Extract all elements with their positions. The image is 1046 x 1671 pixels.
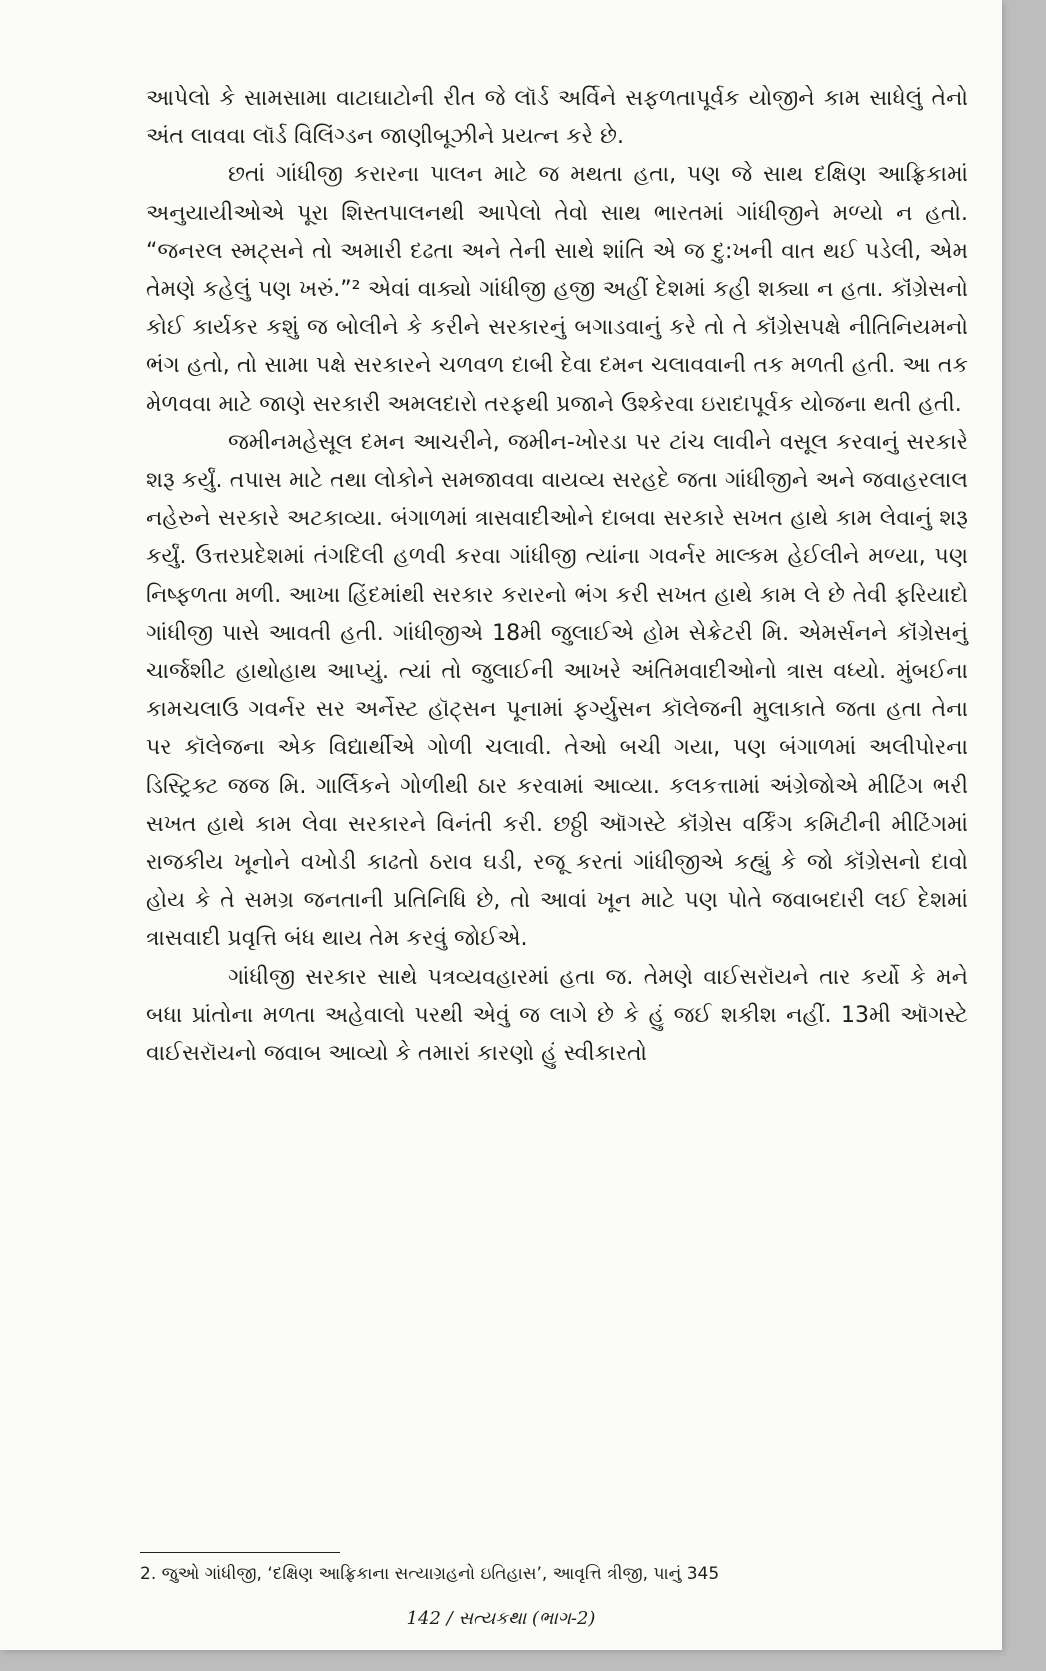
- footnote: 2. જુઓ ગાંધીજી, ‘દક્ષિણ આફ્રિકાના સત્યાગ્રહનો ઇતિહાસ’, આવૃત્તિ ત્રીજી, પાનું 345: [140, 1564, 720, 1584]
- body-text: [146, 80, 968, 1073]
- paragraph-1: આપેલો કે સામસામા વાટાઘાટોની રીત જે લૉર્ડ અર્વિને સફળતાપૂર્વક યોજીને કામ સાધેલું તેનો અંત લાવવા લૉર્ડ વિલિંગ્ડન જાણીબૂઝીને પ્રયત્ન કરે છે.: [146, 86, 968, 150]
- paragraph-2: છતાં ગાંધીજી કરારના પાલન માટે જ મથતા હતા, પણ જે સાથ દક્ષિણ આફ્રિકામાં અનુયાયીઓએ પૂરા શિસ્તપાલનથી આપેલો તેવો સાથ ભારતમાં ગાંધીજીને મળ્યો ન હતો. “જનરલ સ્મટ્સને તો અમારી દઢતા અને તેની સાથે શાંતિ એ જ દુ:ખની વાત થઈ પડેલી, એમ તેમણે કહેલું પણ ખરું.”² એવાં વાક્યો ગાંધીજી હજી અહીં દેશમાં કહી શક્યા ન હતા. કૉંગ્રેસનો કોઈ કાર્યકર કશું જ બોલીને કે કરીને સરકારનું બગાડવાનું કરે તો તે કૉંગ્રેસપક્ષે નીતિનિયમનો ભંગ હતો, તો સામા પક્ષે સરકારને ચળવળ દાબી દેવા દમન ચલાવવાની તક મળતી હતી. આ તક મેળવવા માટે જાણે સરકારી અમલદારો તરફથી પ્રજાને ઉશ્કેરવા ઇરાદાપૂર્વક યોજના થતી હતી.: [146, 162, 968, 417]
- paragraph-4: ગાંધીજી સરકાર સાથે પત્રવ્યવહારમાં હતા જ. તેમણે વાઈસરૉયને તાર કર્યો કે મને બધા પ્રાંતોના મળતા અહેવાલો પરથી એવું જ લાગે છે કે હું જઈ શકીશ નહીં. 13મી ઑગસ્ટે વાઈસરૉયનો જવાબ આવ્યો કે તમારાં કારણો હું સ્વીકારતો: [146, 964, 968, 1067]
- footnote-divider: [140, 1552, 340, 1553]
- page-footer: 142 / સત્યકથા (ભાગ-2): [406, 1608, 596, 1629]
- paragraph-3: જમીનમહેસૂલ દમન આચરીને, જમીન-ખોરડા પર ટાંચ લાવીને વસૂલ કરવાનું સરકારે શરૂ કર્યું. તપાસ માટે તથા લોકોને સમજાવવા વાયવ્ય સરહદે જતા ગાંધીજીને અને જવાહરલાલ નહેરુને સરકારે અટકાવ્યા. બંગાળમાં ત્રાસવાદીઓને દાબવા સરકારે સખત હાથે કામ લેવાનું શરૂ કર્યું. ઉત્તરપ્રદેશમાં તંગદિલી હળવી કરવા ગાંધીજી ત્યાંના ગવર્નર માલ્કમ હેઈલીને મળ્યા, પણ નિષ્ફળતા મળી. આખા હિંદમાંથી સરકાર કરારનો ભંગ કરી સખત હાથે કામ લે છે તેવી ફરિયાદો ગાંધીજી પાસે આવતી હતી. ગાંધીજીએ 18મી જુલાઈએ હોમ સેક્રેટરી મિ. એમર્સનને કૉંગ્રેસનું ચાર્જશીટ હાથોહાથ આપ્યું. ત્યાં તો જુલાઈની આખરે અંતિમવાદીઓનો ત્રાસ વધ્યો. મુંબઈના કામચલાઉ ગવર્નર સર અર્નેસ્ટ હૉટ્સન પૂનામાં ફર્ગ્યુસન કૉલેજની મુલાકાતે જતા હતા તેના પર કૉલેજના એક વિદ્યાર્થીએ ગોળી ચલાવી. તેઓ બચી ગયા, પણ બંગાળમાં અલીપોરના ડિસ્ટ્રિક્ટ જજ મિ. ગાર્લિકને ગોળીથી ઠાર કરવામાં આવ્યા. કલકત્તામાં અંગ્રેજોએ મીટિંગ ભરી સખત હાથે કામ લેવા સરકારને વિનંતી કરી. છઠ્ઠી ઑગસ્ટે કૉંગ્રેસ વર્કિંગ કમિટીની મીટિંગમાં રાજકીય ખૂનોને વખોડી કાઢતો ઠરાવ ઘડી, રજૂ કરતાં ગાંધીજીએ કહ્યું કે જો કૉંગ્રેસનો દાવો હોય કે તે સમગ્ર જનતાની પ્રતિનિધિ છે, તો આવાં ખૂન માટે પણ પોતે જવાબદારી લઈ દેશમાં ત્રાસવાદી પ્રવૃત્તિ બંધ થાય તેમ કરવું જોઈએ.: [146, 429, 968, 952]
